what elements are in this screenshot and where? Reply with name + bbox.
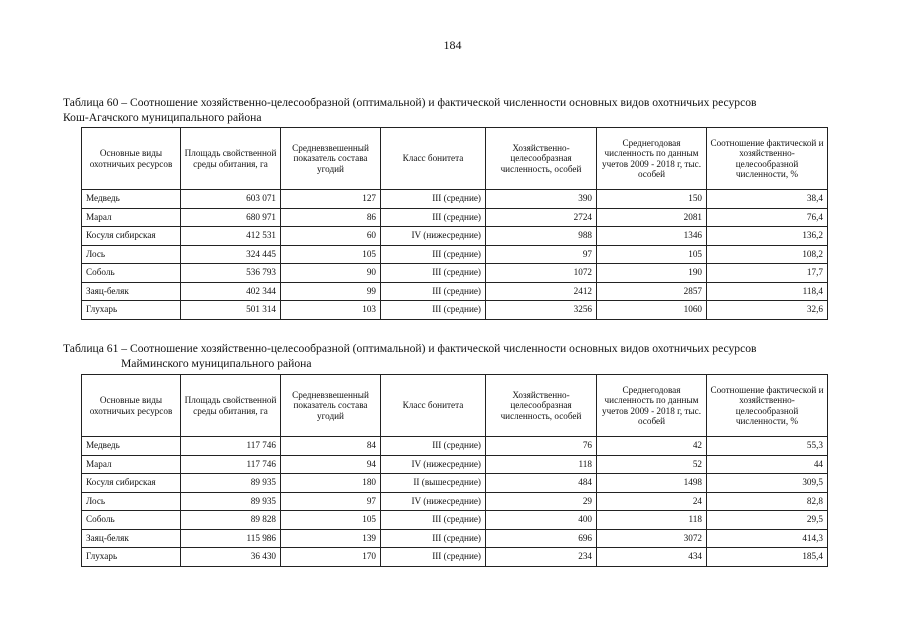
cell-weighted-index: 94: [281, 455, 381, 474]
cell-average-count: 1498: [597, 474, 707, 493]
cell-ratio: 32,6: [707, 301, 828, 320]
cell-species: Медведь: [82, 437, 181, 456]
header-weighted-index: Средневзвешенный показатель состава угодий: [281, 128, 381, 190]
table-61-caption-line1: Таблица 61 – Соотношение хозяйственно-целесообразной (оптимальной) и фактической численности основных видов охотничьих ресурсов: [63, 342, 757, 355]
cell-bonitet-class: III (средние): [381, 190, 486, 209]
cell-habitat-area: 89 935: [181, 474, 281, 493]
table-header-row: [82, 128, 828, 190]
cell-habitat-area: 115 986: [181, 529, 281, 548]
cell-average-count: 105: [597, 245, 707, 264]
cell-ratio: 414,3: [707, 529, 828, 548]
header-species: Основные виды охотничьих ресурсов: [82, 375, 181, 437]
table-61-caption: [63, 341, 757, 371]
cell-ratio: 76,4: [707, 208, 828, 227]
cell-optimal-count: 76: [486, 437, 597, 456]
cell-bonitet-class: III (средние): [381, 548, 486, 567]
table-row: [82, 190, 828, 209]
cell-bonitet-class: III (средние): [381, 529, 486, 548]
header-habitat-area: Площадь свойственной среды обитания, га: [181, 375, 281, 437]
cell-average-count: 1060: [597, 301, 707, 320]
cell-ratio: 29,5: [707, 511, 828, 530]
header-weighted-index: Средневзвешенный показатель состава угодий: [281, 375, 381, 437]
cell-weighted-index: 180: [281, 474, 381, 493]
cell-bonitet-class: III (средние): [381, 264, 486, 283]
table-row: [82, 548, 828, 567]
cell-habitat-area: 680 971: [181, 208, 281, 227]
table-row: [82, 511, 828, 530]
cell-species: Лось: [82, 492, 181, 511]
cell-optimal-count: 400: [486, 511, 597, 530]
cell-species: Медведь: [82, 190, 181, 209]
cell-optimal-count: 234: [486, 548, 597, 567]
cell-average-count: 190: [597, 264, 707, 283]
cell-weighted-index: 97: [281, 492, 381, 511]
header-optimal-count: Хозяйственно-целесообразная численность, особей: [486, 375, 597, 437]
cell-ratio: 136,2: [707, 227, 828, 246]
cell-average-count: 2857: [597, 282, 707, 301]
cell-species: Соболь: [82, 511, 181, 530]
cell-weighted-index: 103: [281, 301, 381, 320]
cell-optimal-count: 3256: [486, 301, 597, 320]
cell-ratio: 44: [707, 455, 828, 474]
cell-species: Лось: [82, 245, 181, 264]
cell-average-count: 434: [597, 548, 707, 567]
table-61-caption-line2: Майминского муниципального района: [121, 357, 312, 370]
cell-optimal-count: 1072: [486, 264, 597, 283]
cell-habitat-area: 36 430: [181, 548, 281, 567]
cell-species: Глухарь: [82, 301, 181, 320]
header-habitat-area: Площадь свойственной среды обитания, га: [181, 128, 281, 190]
cell-bonitet-class: II (вышесредние): [381, 474, 486, 493]
cell-ratio: 82,8: [707, 492, 828, 511]
cell-ratio: 17,7: [707, 264, 828, 283]
cell-bonitet-class: IV (нижесредние): [381, 492, 486, 511]
table-60: [81, 127, 828, 320]
table-header-row: [82, 375, 828, 437]
cell-average-count: 150: [597, 190, 707, 209]
cell-bonitet-class: III (средние): [381, 245, 486, 264]
table-row: [82, 208, 828, 227]
cell-weighted-index: 86: [281, 208, 381, 227]
cell-ratio: 185,4: [707, 548, 828, 567]
table-row: [82, 227, 828, 246]
header-average-count: Среднегодовая численность по данным учетов 2009 - 2018 г, тыс. особей: [597, 375, 707, 437]
cell-bonitet-class: III (средние): [381, 208, 486, 227]
cell-weighted-index: 60: [281, 227, 381, 246]
table-row: [82, 301, 828, 320]
cell-bonitet-class: III (средние): [381, 301, 486, 320]
cell-optimal-count: 118: [486, 455, 597, 474]
cell-habitat-area: 324 445: [181, 245, 281, 264]
cell-optimal-count: 29: [486, 492, 597, 511]
cell-weighted-index: 127: [281, 190, 381, 209]
cell-bonitet-class: III (средние): [381, 437, 486, 456]
cell-habitat-area: 536 793: [181, 264, 281, 283]
cell-species: Заяц-беляк: [82, 282, 181, 301]
cell-optimal-count: 2412: [486, 282, 597, 301]
cell-weighted-index: 105: [281, 511, 381, 530]
cell-ratio: 118,4: [707, 282, 828, 301]
table-60-caption-line1: Таблица 60 – Соотношение хозяйственно-целесообразной (оптимальной) и фактической численности основных видов охотничьих ресурсов: [63, 96, 757, 109]
cell-ratio: 108,2: [707, 245, 828, 264]
cell-habitat-area: 501 314: [181, 301, 281, 320]
header-ratio: Соотношение фактической и хозяйственно-целесообразной численности, %: [707, 375, 828, 437]
header-bonitet-class: Класс бонитета: [381, 128, 486, 190]
cell-species: Косуля сибирская: [82, 474, 181, 493]
cell-weighted-index: 99: [281, 282, 381, 301]
header-species: Основные виды охотничьих ресурсов: [82, 128, 181, 190]
cell-average-count: 52: [597, 455, 707, 474]
cell-species: Марал: [82, 208, 181, 227]
table-row: [82, 492, 828, 511]
cell-habitat-area: 117 746: [181, 455, 281, 474]
table-row: [82, 529, 828, 548]
cell-ratio: 38,4: [707, 190, 828, 209]
header-average-count: Среднегодовая численность по данным учетов 2009 - 2018 г, тыс. особей: [597, 128, 707, 190]
header-optimal-count: Хозяйственно-целесообразная численность, особей: [486, 128, 597, 190]
cell-species: Марал: [82, 455, 181, 474]
cell-habitat-area: 412 531: [181, 227, 281, 246]
cell-habitat-area: 117 746: [181, 437, 281, 456]
cell-bonitet-class: III (средние): [381, 511, 486, 530]
cell-weighted-index: 170: [281, 548, 381, 567]
cell-average-count: 3072: [597, 529, 707, 548]
cell-species: Соболь: [82, 264, 181, 283]
cell-ratio: 309,5: [707, 474, 828, 493]
cell-weighted-index: 84: [281, 437, 381, 456]
cell-species: Заяц-беляк: [82, 529, 181, 548]
header-bonitet-class: Класс бонитета: [381, 375, 486, 437]
table-60-caption-line2: Кош-Агачского муниципального района: [63, 111, 262, 124]
table-row: [82, 474, 828, 493]
cell-weighted-index: 90: [281, 264, 381, 283]
cell-habitat-area: 603 071: [181, 190, 281, 209]
cell-bonitet-class: IV (нижесредние): [381, 227, 486, 246]
cell-average-count: 118: [597, 511, 707, 530]
table-row: [82, 282, 828, 301]
cell-weighted-index: 139: [281, 529, 381, 548]
cell-habitat-area: 89 935: [181, 492, 281, 511]
cell-bonitet-class: III (средние): [381, 282, 486, 301]
cell-average-count: 2081: [597, 208, 707, 227]
cell-optimal-count: 484: [486, 474, 597, 493]
cell-optimal-count: 988: [486, 227, 597, 246]
cell-bonitet-class: IV (нижесредние): [381, 455, 486, 474]
table-61: [81, 374, 828, 567]
cell-average-count: 42: [597, 437, 707, 456]
table-row: [82, 245, 828, 264]
cell-species: Косуля сибирская: [82, 227, 181, 246]
header-ratio: Соотношение фактической и хозяйственно-целесообразной численности, %: [707, 128, 828, 190]
table-row: [82, 264, 828, 283]
cell-species: Глухарь: [82, 548, 181, 567]
table-61-body: [82, 437, 828, 567]
cell-habitat-area: 402 344: [181, 282, 281, 301]
cell-optimal-count: 97: [486, 245, 597, 264]
cell-optimal-count: 390: [486, 190, 597, 209]
table-60-caption: [63, 95, 757, 125]
cell-optimal-count: 2724: [486, 208, 597, 227]
table-row: [82, 437, 828, 456]
cell-weighted-index: 105: [281, 245, 381, 264]
cell-habitat-area: 89 828: [181, 511, 281, 530]
cell-ratio: 55,3: [707, 437, 828, 456]
cell-optimal-count: 696: [486, 529, 597, 548]
table-row: [82, 455, 828, 474]
cell-average-count: 1346: [597, 227, 707, 246]
cell-average-count: 24: [597, 492, 707, 511]
page-number: 184: [443, 38, 462, 52]
table-60-body: [82, 190, 828, 320]
